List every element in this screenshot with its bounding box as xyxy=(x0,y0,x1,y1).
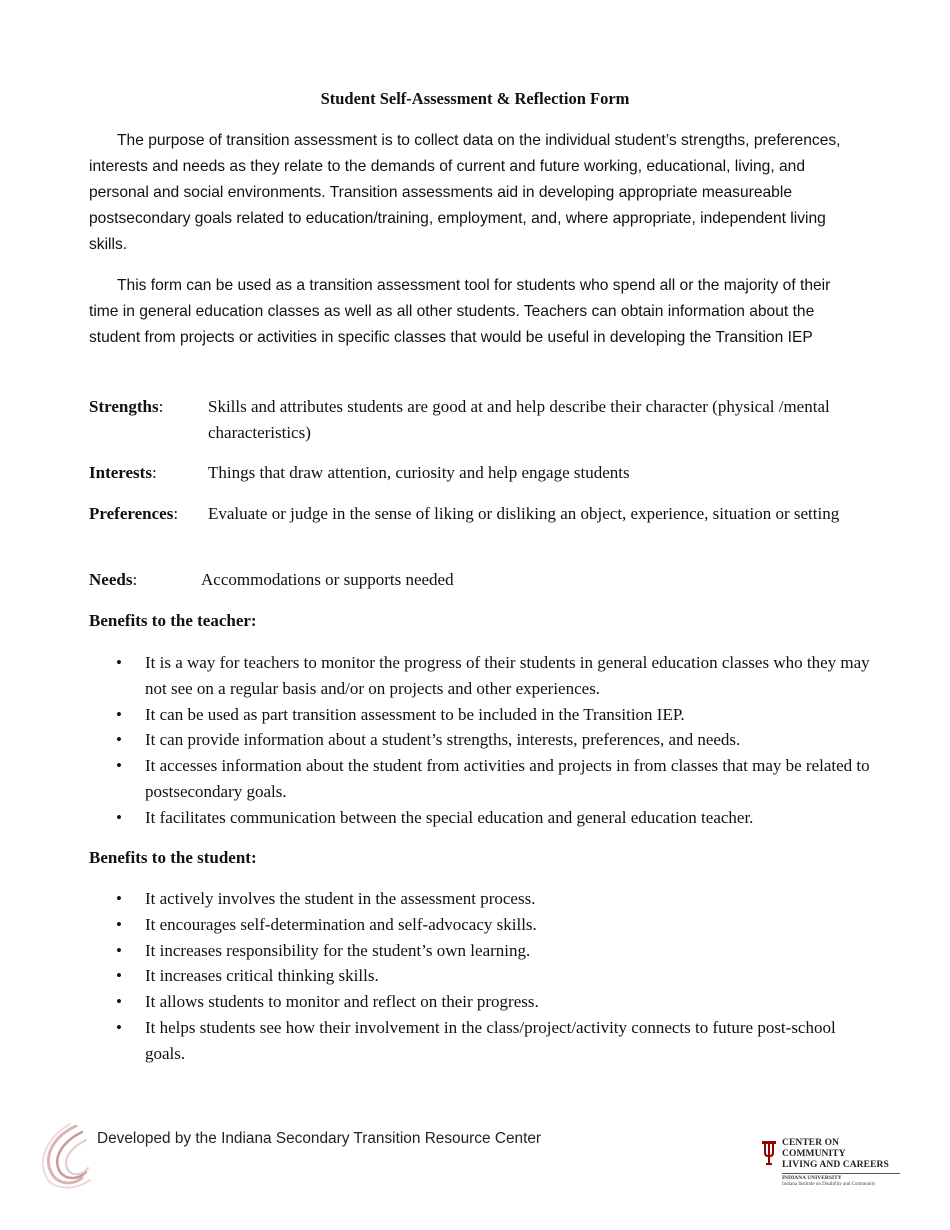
intro-paragraph-purpose: The purpose of transition assessment is to collect data on the individual student’s strengths, preferences, interests and needs as they relate to the demands of current and future working, educational, living, and personal and social environments. Transition assessments aid in developing appropriate measureable postsecondary goals related to education/training, employment, and, where appropriate, independent living skills. xyxy=(89,132,841,253)
definition-term: Strengths: xyxy=(89,397,164,416)
definition-term: Preferences: xyxy=(89,504,179,523)
list-item: • It increases critical thinking skills. xyxy=(89,963,874,989)
definition-term: Needs: xyxy=(89,570,138,589)
list-item: • It allows students to monitor and reflect on their progress. xyxy=(89,989,874,1015)
definition-strengths xyxy=(89,394,869,446)
definition-term: Interests: xyxy=(89,463,157,482)
logo-line-1: CENTER ON COMMUNITY xyxy=(782,1138,846,1159)
footer-credit: Developed by the Indiana Secondary Transition Resource Center xyxy=(97,1130,542,1147)
intro-paragraph-usage: This form can be used as a transition assessment tool for students who spend all or the majority of their time in general education classes as well as all other students. Teachers can obtain information about the student from projects or activities in specific classes that would be useful in developing the Transition IEP xyxy=(89,277,831,346)
list-item: • It accesses information about the student from activities and projects in from classes that may be related to postsecondary goals. xyxy=(89,753,874,805)
definition-interests xyxy=(89,460,869,486)
list-item: • It facilitates communication between the special education and general education teacher. xyxy=(89,805,874,831)
iu-center-logo xyxy=(760,1137,900,1187)
benefits-student-list xyxy=(89,886,874,1067)
definition-description: Evaluate or judge in the sense of liking or disliking an object, experience, situation or setting xyxy=(208,504,840,523)
logo-line-2: LIVING AND CAREERS xyxy=(782,1160,889,1170)
definition-description: Accommodations or supports needed xyxy=(201,570,454,589)
benefits-teacher-heading: Benefits to the teacher: xyxy=(89,611,257,630)
logo-line-4: Indiana Institute on Disability and Community xyxy=(782,1182,876,1187)
list-item: • It helps students see how their involvement in the class/project/activity connects to future post-school goals. xyxy=(89,1015,874,1067)
benefits-teacher-list xyxy=(89,650,874,831)
page-title: Student Self-Assessment & Reflection Form xyxy=(320,89,630,108)
list-item: • It is a way for teachers to monitor the progress of their students in general education classes who they may not see on a regular basis and/or on projects and other experiences. xyxy=(89,650,874,702)
logo-divider xyxy=(782,1173,900,1174)
definition-description: Skills and attributes students are good at and help describe their character (physical /mental characteristics) xyxy=(208,397,830,442)
definition-preferences xyxy=(89,501,869,527)
swirl-logo-icon xyxy=(36,1122,100,1190)
list-item: • It actively involves the student in the assessment process. xyxy=(89,886,874,912)
benefits-student-heading: Benefits to the student: xyxy=(89,848,257,867)
definition-needs xyxy=(89,567,869,593)
logo-line-3: INDIANA UNIVERSITY xyxy=(782,1175,842,1181)
list-item: • It can provide information about a student’s strengths, interests, preferences, and needs. xyxy=(89,727,874,753)
iu-trident-icon xyxy=(760,1139,778,1165)
list-item: • It increases responsibility for the student’s own learning. xyxy=(89,938,874,964)
definition-description: Things that draw attention, curiosity and help engage students xyxy=(208,463,630,482)
list-item: • It can be used as part transition assessment to be included in the Transition IEP. xyxy=(89,702,874,728)
list-item: • It encourages self-determination and self-advocacy skills. xyxy=(89,912,874,938)
